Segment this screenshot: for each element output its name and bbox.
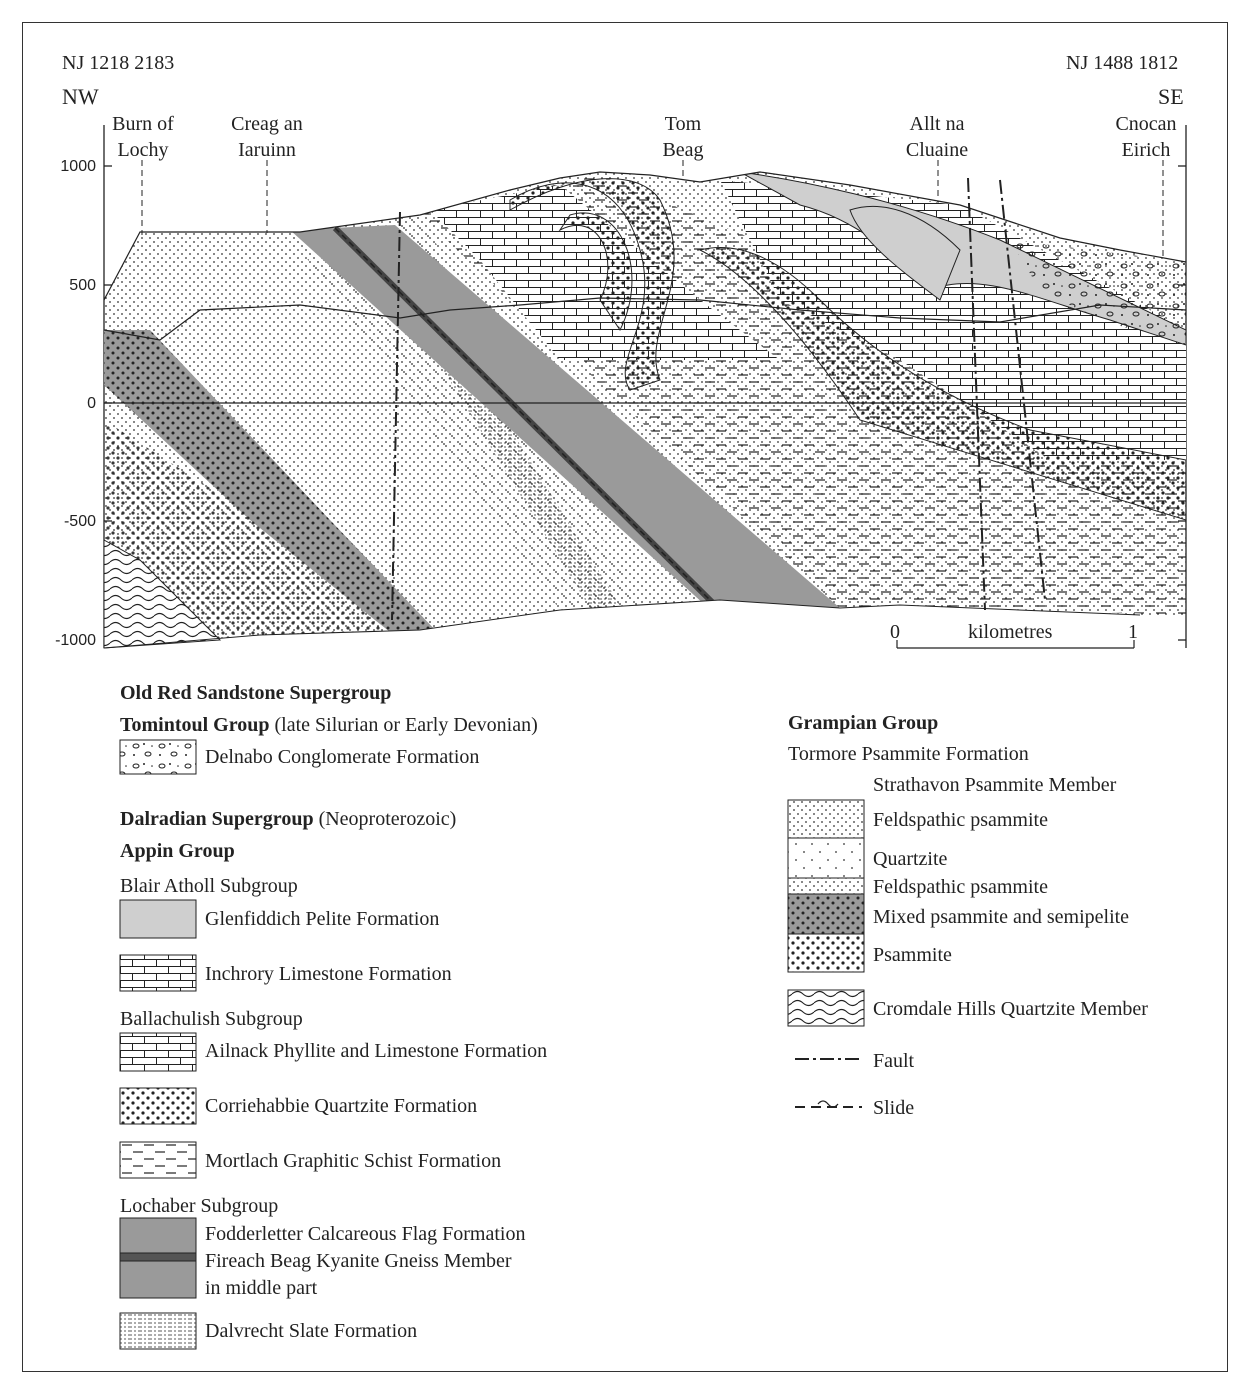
legend-dalvrecht: Dalvrecht Slate Formation	[205, 1320, 418, 1342]
legend-mortlach: Mortlach Graphitic Schist Formation	[205, 1150, 502, 1172]
scale-label: kilometres	[968, 621, 1053, 643]
legend-appin-title: Appin Group	[120, 840, 235, 862]
legend-feld1: Feldspathic psammite	[873, 809, 1048, 831]
legend-tormore: Tormore Psammite Formation	[788, 743, 1029, 765]
legend-quartzite: Quartzite	[873, 848, 948, 870]
direction-right: SE	[1158, 84, 1184, 109]
grid-ref-right: NJ 1488 1812	[1066, 52, 1179, 74]
y-tick-label: 1000	[60, 158, 96, 175]
legend-blair-atholl: Blair Atholl Subgroup	[120, 875, 298, 897]
legend-psammite: Psammite	[873, 944, 952, 966]
y-tick-label: -1000	[55, 632, 96, 649]
legend-slide: Slide	[873, 1097, 915, 1119]
locality-burn-of-lochy: Burn of Lochy	[112, 113, 174, 161]
locality-tom-beag: Tom Beag	[662, 113, 704, 161]
legend-delnabo: Delnabo Conglomerate Formation	[205, 746, 480, 768]
legend-ailnack: Ailnack Phyllite and Limestone Formation	[205, 1040, 548, 1062]
legend-strathavon: Strathavon Psammite Member	[873, 774, 1117, 796]
scale-start: 0	[890, 621, 900, 643]
y-tick-label: -500	[63, 513, 96, 530]
direction-left: NW	[62, 84, 99, 109]
legend-glenfiddich: Glenfiddich Pelite Formation	[205, 908, 440, 930]
legend-dalradian: Dalradian Supergroup (Neoproterozoic)	[120, 808, 457, 830]
legend-lochaber: Lochaber Subgroup	[120, 1195, 279, 1217]
legend-swatches-right	[788, 800, 864, 1107]
legend-fault: Fault	[873, 1050, 915, 1072]
legend-ors-title: Old Red Sandstone Supergroup	[120, 682, 392, 704]
y-tick-label: 500	[69, 277, 96, 294]
legend-cromdale: Cromdale Hills Quartzite Member	[873, 998, 1148, 1020]
legend-tomintoul: Tomintoul Group (late Silurian or Early Devonian)	[120, 714, 538, 736]
locality-cnocan-eirich: Cnocan Eirich	[1115, 113, 1177, 161]
scale-end: 1	[1128, 621, 1138, 643]
legend-inchrory: Inchrory Limestone Formation	[205, 963, 452, 985]
locality-allt-na-cluaine: Allt na Cluaine	[905, 113, 969, 161]
y-tick-label: 0	[87, 395, 96, 412]
legend-fodderletter-3: in middle part	[205, 1277, 318, 1299]
legend-fodderletter-1: Fodderletter Calcareous Flag Formation	[205, 1223, 526, 1245]
legend-corriehabbie: Corriehabbie Quartzite Formation	[205, 1095, 478, 1117]
legend-grampian-title: Grampian Group	[788, 712, 939, 734]
legend-swatches-left	[120, 740, 196, 1349]
legend-ballachulish: Ballachulish Subgroup	[120, 1008, 303, 1030]
legend-feld2: Feldspathic psammite	[873, 876, 1048, 898]
legend-mixed: Mixed psammite and semipelite	[873, 906, 1130, 928]
locality-creag-an-iaruinn: Creag an Iaruinn	[231, 113, 303, 161]
legend-fodderletter-2: Fireach Beag Kyanite Gneiss Member	[205, 1250, 512, 1272]
grid-ref-left: NJ 1218 2183	[62, 52, 175, 74]
